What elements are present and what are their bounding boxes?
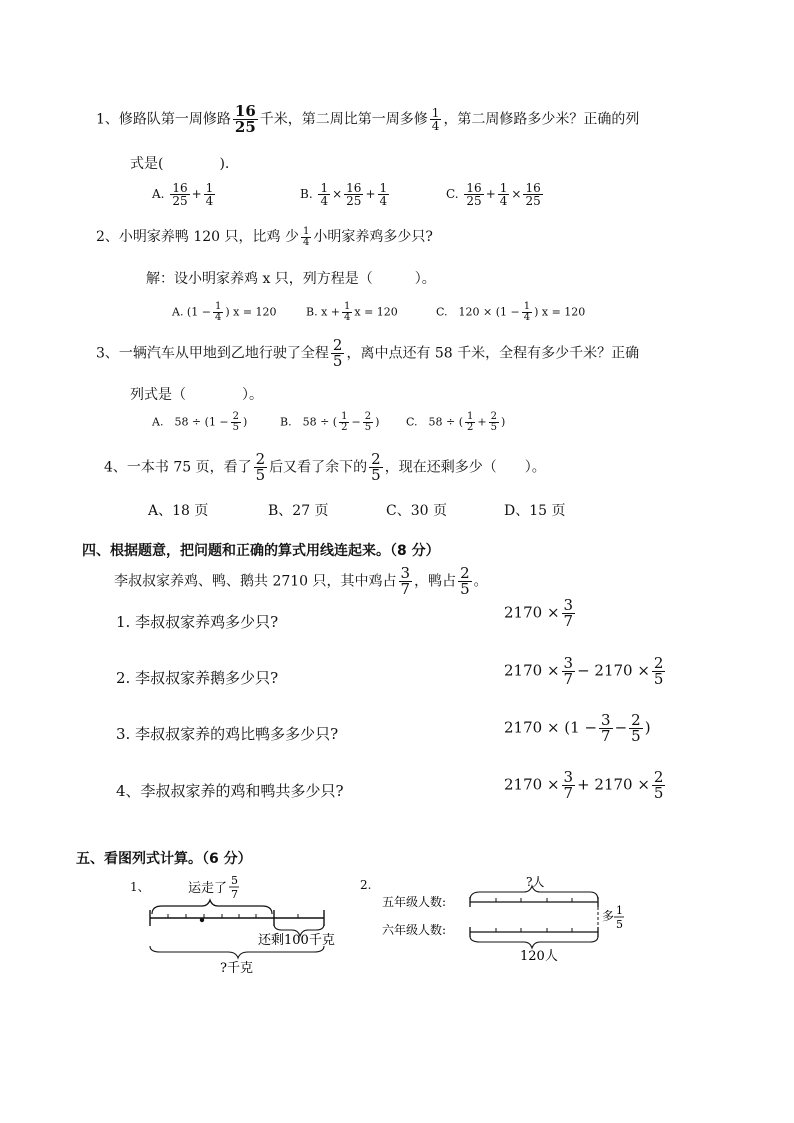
- sec4-expression-4: 2170 × $\frac{3}{7}$ + 2170 × $\frac{2}{5}$: [504, 768, 664, 802]
- diagram-1-total-label: ?千克: [220, 961, 253, 976]
- svg-text:5: 5: [616, 918, 623, 931]
- q1-fraction-2: $\frac{1}{4}$: [431, 106, 440, 133]
- q1-mid: 千米，第二周比第一周多修: [259, 111, 428, 128]
- q3-line1: 3、一辆汽车从甲地到乙地行驶了全程 $\frac{2}{5}$ ，离中点还有 58 千米，全程有多少千米？正确: [96, 336, 640, 370]
- diagram-1-rest-label: 还剩100千克: [258, 933, 335, 948]
- q1-option-a: A. $\frac{16}{25}$ + $\frac{1}{4}$: [152, 181, 214, 208]
- diagram-2-bottom-brace: [470, 936, 598, 948]
- q3-line2: 列式是（ ）。: [130, 387, 263, 403]
- sec4-question-2: 2. 李叔叔家养鹅多少只?: [116, 669, 279, 687]
- sec4-expression-1: 2170 × $\frac{3}{7}$: [504, 596, 574, 630]
- q2-line2: 解：设小明家养鸡 x 只，列方程是（ ）。: [146, 271, 436, 287]
- q1-pre: 1、修路队第一周修路: [96, 111, 231, 128]
- sec4-question-4: 4、李叔叔家养的鸡和鸭共多少只?: [116, 782, 344, 800]
- svg-text:7: 7: [231, 888, 238, 901]
- svg-text:5: 5: [231, 874, 238, 887]
- q1-option-c: C. $\frac{16}{25}$ + $\frac{1}{4}$ × $\frac{16}{25}$: [446, 181, 541, 208]
- q2-option-a: A. (1 − $\frac{1}{4}$ ) x = 120: [172, 301, 277, 323]
- diagram-2-row1-label: 五年级人数:: [382, 895, 447, 909]
- q3-option-c: C. 58 ÷ ( $\frac{1}{2}$ + $\frac{2}{5}$ ): [406, 411, 506, 433]
- diagram-2-bottom-label: 120人: [520, 949, 558, 962]
- q2-fraction: $\frac{1}{4}$: [302, 225, 310, 248]
- q2-option-c: C. 120 × (1 − $\frac{1}{4}$ ) x = 120: [436, 301, 586, 323]
- q2-option-b: B. x + $\frac{1}{4}$ x = 120: [306, 301, 398, 323]
- diagram-1-top-brace: [152, 900, 272, 914]
- section-4-intro: 李叔叔家养鸡、鸭、鹅共 2710 只，其中鸡占 $\frac{3}{7}$ ，鸭占 $\frac{2}{5}$ 。: [114, 564, 488, 598]
- diagram-1-top-label: 运走了: [188, 881, 228, 896]
- section-4-title: 四、根据题意，把问题和正确的算式用线连起来。（8 分）: [82, 543, 440, 559]
- sec4-question-1: 1. 李叔叔家养鸡多少只?: [116, 613, 279, 631]
- section-5-title: 五、看图列式计算。（6 分）: [76, 851, 252, 867]
- diagram-2-more-label: 多: [602, 909, 615, 923]
- diagram-2-top-label: ?人: [526, 875, 545, 889]
- q1-fraction-1: $\frac{16}{25}$: [234, 102, 256, 136]
- svg-text:1: 1: [616, 904, 623, 917]
- q4-fraction-1: $\frac{2}{5}$: [255, 450, 266, 484]
- sec4-expression-2: 2170 × $\frac{3}{7}$ − 2170 × $\frac{2}{5}$: [504, 654, 664, 688]
- sec4-question-3: 3. 李叔叔家养的鸡比鸭多多少只?: [116, 725, 339, 743]
- q1-option-b: B. $\frac{1}{4}$ × $\frac{16}{25}$ + $\frac{1}{4}$: [300, 181, 388, 208]
- q3-option-b: B. 58 ÷ ( $\frac{1}{2}$ − $\frac{2}{5}$ ): [280, 411, 380, 433]
- q1-post: ，第二周修路多少米？正确的列: [443, 111, 640, 128]
- sec4-expression-3: 2170 × (1 − $\frac{3}{7}$ − $\frac{2}{5}$ ): [504, 711, 651, 745]
- q2-line1: 2、小明家养鸭 120 只，比鸡 少 $\frac{1}{4}$ 小明家养鸡多少只?: [96, 225, 433, 248]
- q4-fraction-2: $\frac{2}{5}$: [371, 450, 381, 484]
- q1-line2: 式是( ).: [130, 156, 230, 172]
- diagram-1: [140, 872, 360, 982]
- q1-line1: [96, 104, 639, 135]
- q3-option-a: A. 58 ÷ (1 − $\frac{2}{5}$ ): [152, 411, 248, 433]
- diagram-2-number: 2.: [360, 878, 372, 892]
- diagram-1-number: 1、: [130, 880, 150, 894]
- q4-option-d: D、15 页: [504, 503, 566, 519]
- diagram-2-row2-label: 六年级人数:: [382, 923, 447, 937]
- diagram-2: [376, 872, 638, 962]
- q4-option-a: A、18 页: [148, 503, 209, 519]
- q4-line1: 4、一本书 75 页，看了 $\frac{2}{5}$ 后又看了余下的 $\frac{2}{5}$ ，现在还剩多少（ ）。: [104, 450, 546, 484]
- q3-fraction: $\frac{2}{5}$: [332, 336, 343, 370]
- q4-option-c: C、30 页: [386, 503, 447, 519]
- q4-option-b: B、27 页: [268, 503, 329, 519]
